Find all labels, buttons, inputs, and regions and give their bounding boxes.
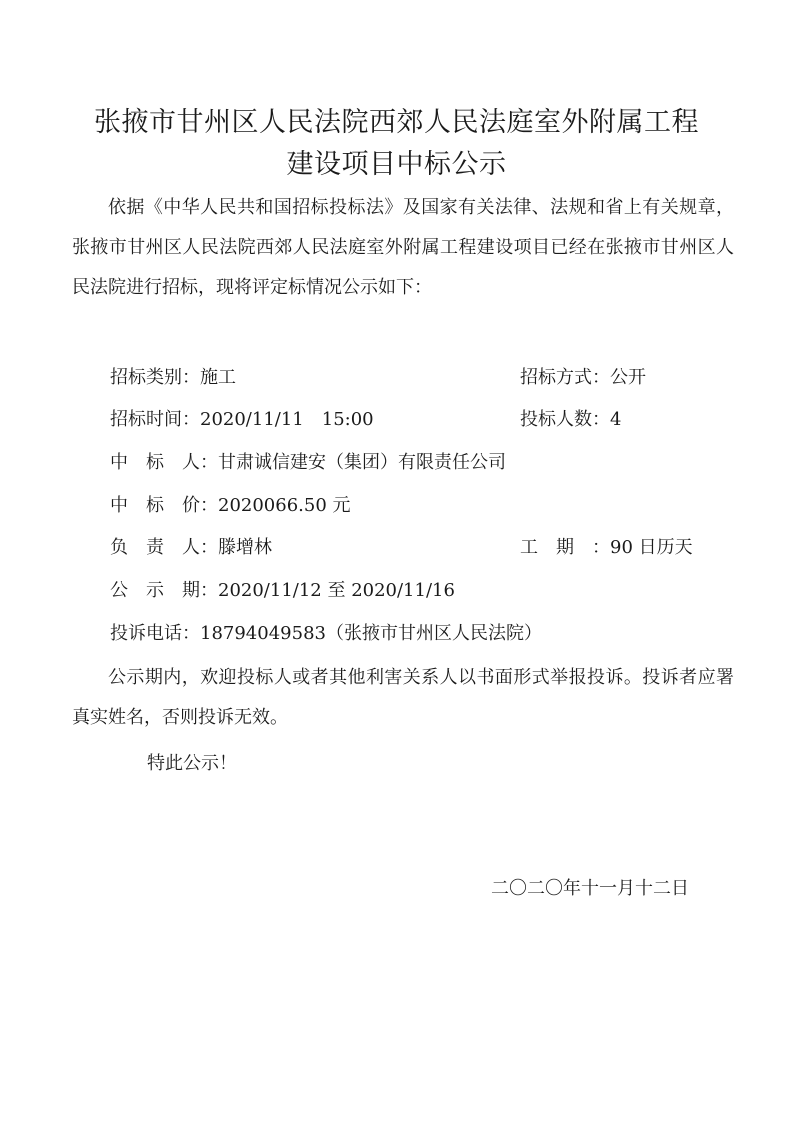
- document-date: 二〇二〇年十一月十二日: [491, 878, 689, 899]
- bid-method-field: 招标方式：公开: [520, 367, 646, 388]
- document-title-line-1: 张掖市甘州区人民法院西郊人民法庭室外附属工程: [94, 107, 699, 138]
- document-title-line-2: 建设项目中标公示: [286, 149, 507, 180]
- bid-type-field: 招标类别：施工: [110, 367, 236, 388]
- complaint-phone-field: 投诉电话：18794049583（张掖市甘州区人民法院）: [110, 623, 542, 644]
- duration-field: 工 期 ：90 日历天: [520, 537, 693, 558]
- intro-paragraph: 依据《中华人民共和国招标投标法》及国家有关法律、法规和省上有关规章，张掖市甘州区人民法院西郊人民法庭室外附属工程建设项目已经在张掖市甘州区人民法院进行招标，现将评定标情况公示如下：: [72, 197, 734, 298]
- manager-field: 负 责 人：滕增林: [110, 537, 272, 558]
- winner-field: 中 标 人：甘肃诚信建安（集团）有限责任公司: [110, 452, 506, 473]
- winning-price-field: 中 标 价：2020066.50 元: [110, 495, 351, 516]
- publicity-period-field: 公 示 期：2020/11/12 至 2020/11/16: [110, 580, 455, 601]
- bid-time-field: 招标时间：2020/11/11 15:00: [110, 409, 374, 430]
- bidder-count-field: 投标人数：4: [520, 409, 622, 430]
- notice-paragraph: 公示期内，欢迎投标人或者其他利害关系人以书面形式举报投诉。投诉者应署真实姓名，否则投诉无效。: [72, 667, 734, 728]
- sign-off: 特此公示！: [147, 753, 237, 774]
